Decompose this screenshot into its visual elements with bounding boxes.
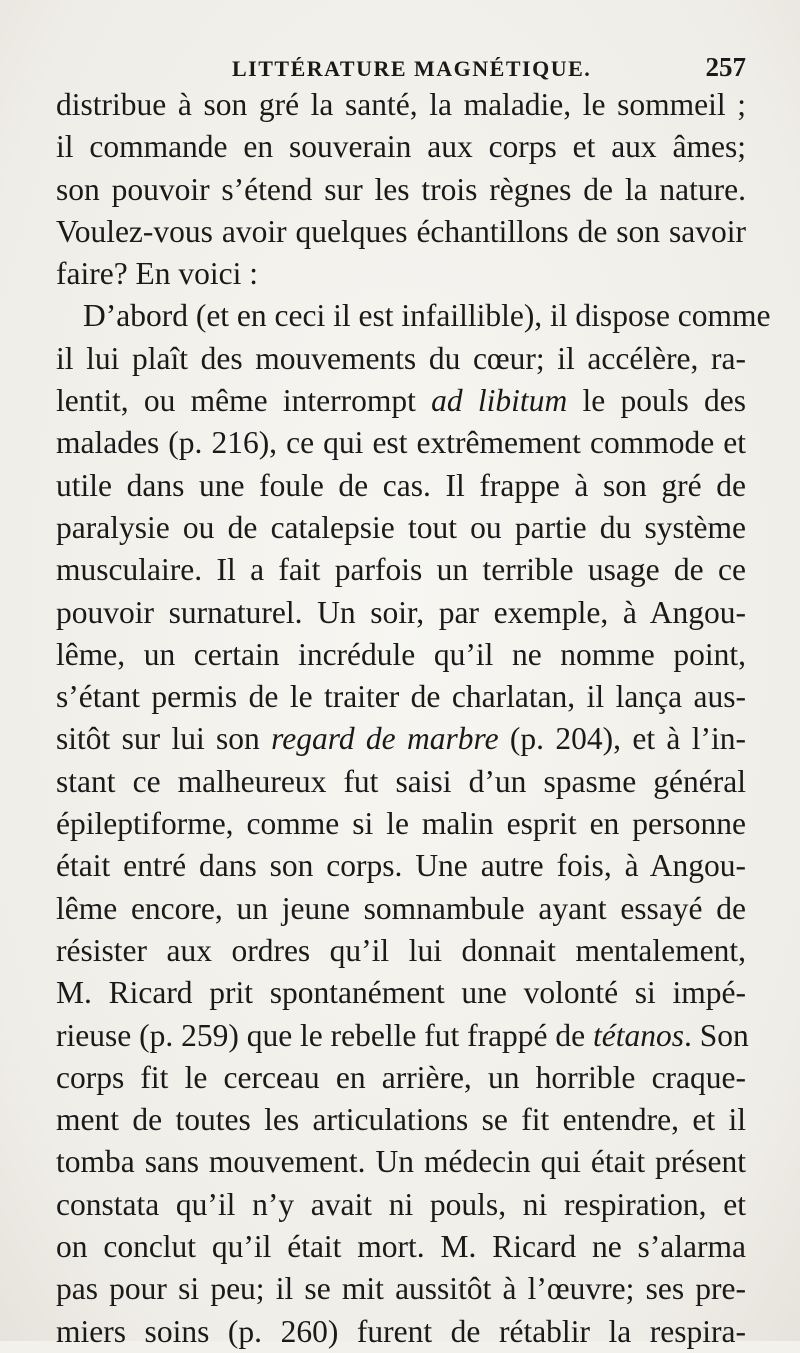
text-line: malades (p. 216), ce qui est extrêmement commode et — [56, 425, 746, 461]
text-line: paralysie ou de catalepsie tout ou partie du système — [56, 509, 746, 545]
italic-segment: ad libitum — [431, 383, 568, 419]
text-segment: lentit, ou même interrompt — [56, 383, 432, 419]
text-line: lême, un certain incrédule qu’il ne nomme point, — [56, 636, 746, 672]
text-line: miers soins (p. 260) furent de rétablir la respira- — [56, 1313, 746, 1349]
running-head: LITTÉRATURE MAGNÉTIQUE. — [232, 56, 592, 81]
text-line: corps fit le cerceau en arrière, un horrible craque- — [56, 1059, 746, 1095]
text-line: distribue à son gré la santé, la maladie, le sommeil ; — [56, 87, 746, 122]
text-line: on conclut qu’il était mort. M. Ricard ne s’alarma — [56, 1229, 746, 1265]
text-line: il lui plaît des mouvements du cœur; il accélère, ra- — [56, 340, 746, 376]
text-line: épileptiforme, comme si le malin esprit en personne — [56, 806, 746, 842]
text-segment: rieuse (p. 259) que le rebelle fut frappé de — [56, 1017, 594, 1053]
text-line: Voulez-vous avoir quelques échantillons de son savoir — [56, 213, 746, 249]
text-segment: . Son — [684, 1017, 749, 1053]
text-line: stant ce malheureux fut saisi d’un spasme général — [56, 763, 746, 799]
text-line: utile dans une foule de cas. Il frappe à son gré de — [56, 467, 746, 503]
text-line: pouvoir surnaturel. Un soir, par exemple, à Angou- — [56, 594, 746, 630]
text-line: s’étant permis de le traiter de charlatan, il lança aus- — [56, 679, 746, 715]
body-text — [56, 84, 771, 1353]
text-segment: le pouls des — [567, 383, 746, 419]
text-segment: sitôt sur lui son — [56, 721, 272, 757]
text-line: faire? En voici : — [56, 256, 259, 292]
text-line: pas pour si peu; il se mit aussitôt à l’œuvre; ses pre- — [56, 1271, 746, 1307]
page-number: 257 — [705, 52, 746, 82]
text-line: ment de toutes les articulations se fit entendre, et il — [56, 1102, 746, 1138]
text-line — [56, 1015, 749, 1057]
text-line: résister aux ordres qu’il lui donnait mentalement, — [56, 932, 746, 968]
italic-segment: tétanos — [593, 1017, 685, 1053]
text-line — [56, 380, 746, 422]
text-line: il commande en souverain aux corps et aux âmes; — [56, 129, 746, 165]
text-line: constata qu’il n’y avait ni pouls, ni respiration, et — [56, 1186, 746, 1222]
text-line: D’abord (et en ceci il est infaillible), il dispose comme — [83, 298, 771, 334]
text-line: tomba sans mouvement. Un médecin qui était présent — [56, 1144, 746, 1180]
text-segment: (p. 204), et à l’in- — [498, 721, 746, 757]
text-line: M. Ricard prit spontanément une volonté si impé- — [56, 975, 746, 1011]
text-line — [56, 718, 746, 760]
text-line: lême encore, un jeune somnambule ayant essayé de — [56, 890, 746, 926]
text-line: son pouvoir s’étend sur les trois règnes de la nature. — [56, 171, 746, 207]
text-line: était entré dans son corps. Une autre fois, à Angou- — [56, 848, 746, 884]
text-line: musculaire. Il a fait parfois un terrible usage de ce — [56, 552, 746, 588]
italic-segment: regard de marbre — [271, 721, 499, 757]
